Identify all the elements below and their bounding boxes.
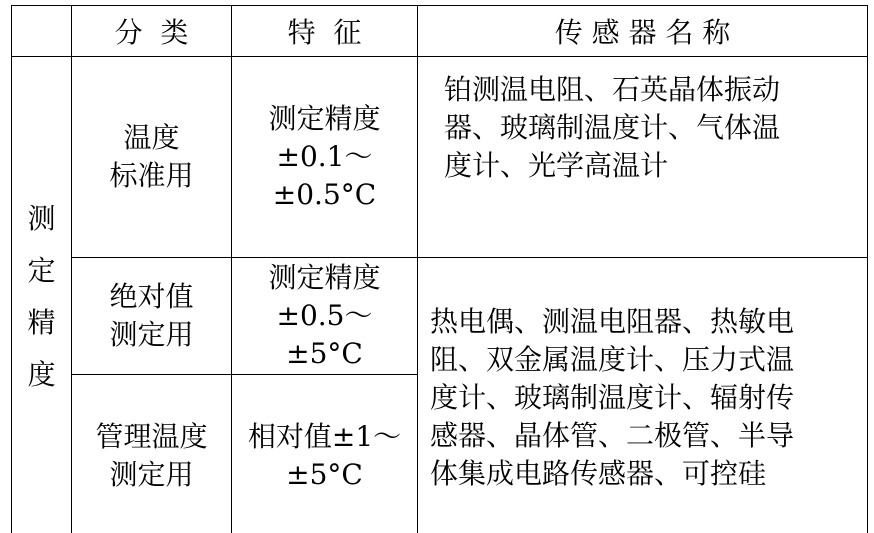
header-feature: 特 征: [232, 6, 418, 57]
sensor-line: 热电偶、测温电阻器、热敏电: [430, 304, 795, 338]
feature-line: ±5°C: [286, 458, 363, 491]
subcategory-cell: [72, 375, 232, 533]
subcategory-line: 测定用: [109, 458, 194, 491]
feature-line: 测定精度: [268, 102, 381, 135]
subcategory-line: 测定用: [109, 318, 194, 351]
sensor-line: 铂测温电阻、石英晶体振动: [444, 73, 781, 106]
subcategory-line: 标准用: [109, 159, 194, 192]
category-char: 测: [27, 202, 56, 235]
subcategory-cell: [72, 57, 232, 258]
category-cell: [12, 57, 72, 533]
sensor-line: 阻、双金属温度计、压力式温: [430, 342, 795, 376]
feature-line: ±0.1～: [276, 140, 373, 173]
feature-cell: [232, 57, 418, 258]
sensor-line: 感器、晶体管、二极管、半导: [430, 418, 795, 452]
category-char: 定: [27, 254, 56, 287]
header-sensor-names: 传 感 器 名 称: [418, 6, 868, 57]
sensor-line: 度计、玻璃制温度计、辐射传: [430, 380, 795, 414]
feature-cell: [232, 375, 418, 533]
subcategory-line: 管理温度: [95, 420, 208, 453]
sensor-classification-table: [11, 5, 868, 533]
feature-cell: [232, 258, 418, 375]
header-row: [12, 6, 868, 57]
feature-line: ±0.5°C: [272, 178, 377, 211]
header-category: [12, 6, 72, 57]
sensor-line: 器、玻璃制温度计、气体温: [444, 111, 781, 144]
category-char: 度: [27, 358, 56, 391]
feature-line: 测定精度: [268, 261, 381, 294]
table-row: [12, 258, 868, 375]
header-subcategory: 分 类: [72, 6, 232, 57]
sensor-line: 体集成电路传感器、可控硅: [430, 456, 767, 490]
subcategory-line: 温度: [123, 121, 180, 154]
shared-sensor-names-cell: [418, 258, 868, 533]
feature-line: ±0.5～: [276, 299, 373, 332]
feature-line: ±5°C: [286, 337, 363, 370]
subcategory-line: 绝对值: [109, 280, 194, 313]
feature-line: 相对值±1～: [247, 420, 402, 453]
table-row: [12, 57, 868, 258]
sensor-names-cell: [418, 57, 868, 258]
subcategory-cell: [72, 258, 232, 375]
sensor-line: 度计、光学高温计: [444, 149, 669, 182]
category-char: 精: [27, 306, 56, 339]
